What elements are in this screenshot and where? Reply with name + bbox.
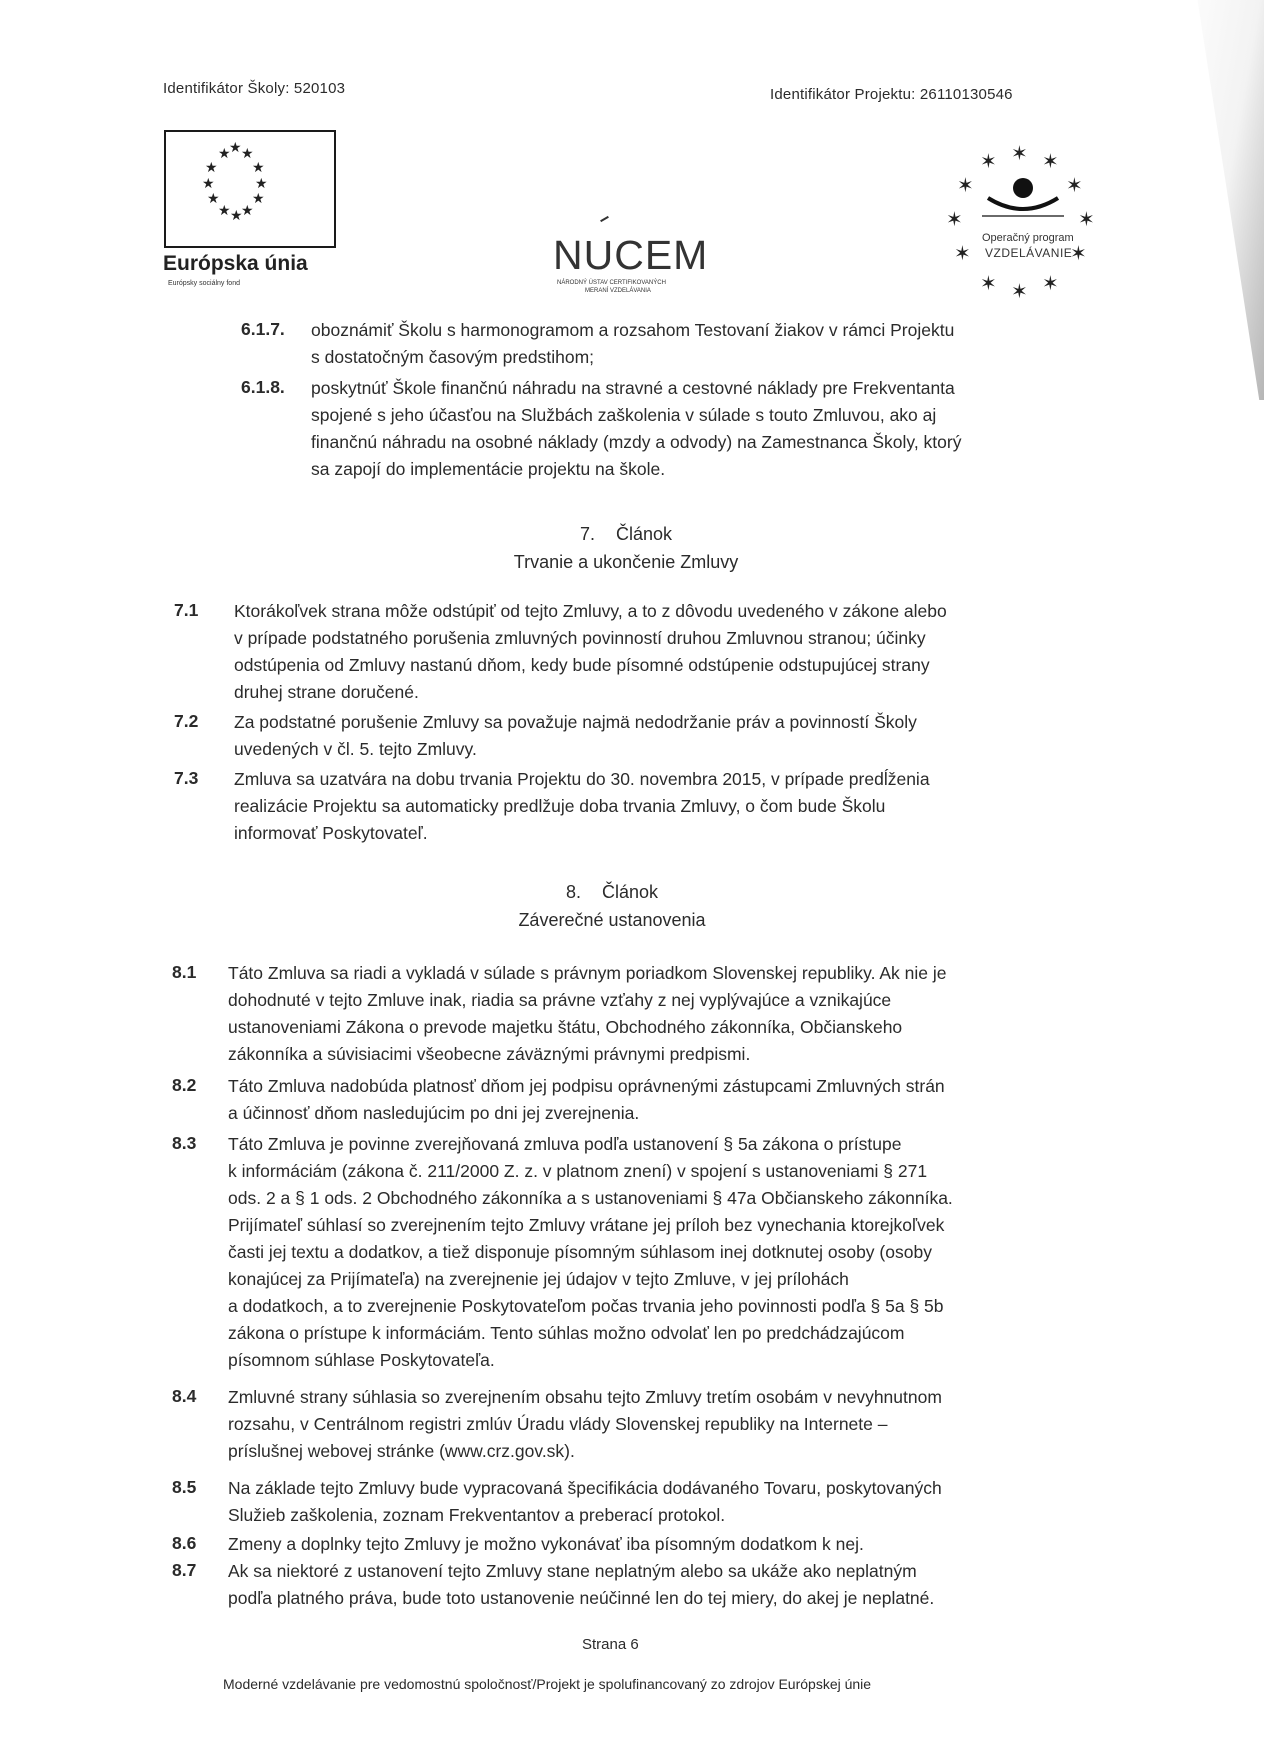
op-label-2: VZDELÁVANIE bbox=[985, 246, 1073, 260]
item-line: Zmluva sa uzatvára na dobu trvania Projektu do 30. novembra 2015, v prípade predĺženia bbox=[234, 769, 930, 789]
item-line: rozsahu, v Centrálnom registri zmlúv Úradu vlády Slovenskej republiky na Internete – bbox=[228, 1414, 888, 1434]
item-line: poskytnúť Škole finančnú náhradu na stravné a cestovné náklady pre Frekventanta bbox=[311, 378, 955, 398]
eu-stars-icon bbox=[166, 132, 336, 248]
item-line: finančnú náhradu na osobné náklady (mzdy a odvody) na Zamestnanca Školy, ktorý bbox=[311, 432, 962, 452]
item-line: oboznámiť Školu s harmonogramom a rozsahom Testovaní žiakov v rámci Projektu bbox=[311, 320, 955, 340]
svg-text:✶: ✶ bbox=[1078, 207, 1095, 231]
svg-text:✶: ✶ bbox=[1011, 141, 1028, 165]
item-line: dohodnuté v tejto Zmluve inak, riadia sa právne vzťahy z nej vyplývajúce a vznikajúce bbox=[228, 990, 892, 1010]
item-line: časti jej textu a dodatkov, a tiež disponuje písomným súhlasom inej dotknutej osoby (osoby bbox=[228, 1242, 932, 1262]
item-line: Zmeny a doplnky tejto Zmluvy je možno vykonávať iba písomným dodatkom k nej. bbox=[228, 1534, 864, 1554]
item-line: ustanoveniami Zákona o prevode majetku štátu, Obchodného zákonníka, Občianskeho bbox=[228, 1017, 903, 1037]
item-line: odstúpenia od Zmluvy nastanú dňom, kedy bude písomné odstúpenie odstupujúcej strany bbox=[234, 655, 930, 675]
article-7-heading bbox=[426, 524, 826, 545]
svg-text:✶: ✶ bbox=[1011, 279, 1028, 303]
svg-text:★: ★ bbox=[252, 191, 265, 207]
item-line: informovať Poskytovateľ. bbox=[234, 823, 428, 843]
svg-text:★: ★ bbox=[229, 140, 242, 156]
item-number: 8.5 bbox=[172, 1477, 197, 1497]
svg-text:✶: ✶ bbox=[954, 241, 971, 265]
item-line: ods. 2 a § 1 ods. 2 Obchodného zákonníka a s ustanoveniami § 47a Občianskeho zákonníka. bbox=[228, 1188, 953, 1208]
op-vzdelavanie-logo bbox=[936, 140, 1108, 308]
svg-text:★: ★ bbox=[207, 191, 220, 207]
article-number: 7. bbox=[579, 524, 595, 544]
item-line: s dostatočným časovým predstihom; bbox=[311, 347, 595, 367]
scan-edge-shadow bbox=[1169, 0, 1264, 400]
item-line: Za podstatné porušenie Zmluvy sa považuje najmä nedodržanie práv a povinností Školy bbox=[234, 712, 917, 732]
svg-text:✶: ✶ bbox=[946, 207, 963, 231]
item-line: k informáciám (zákona č. 211/2000 Z. z. v platnom znení) v spojení s ustanoveniami § 271 bbox=[228, 1161, 928, 1181]
article-8-title: Záverečné ustanovenia bbox=[518, 910, 706, 930]
nucem-accent-mark bbox=[600, 216, 609, 222]
article-7-title: Trvanie a ukončenie Zmluvy bbox=[513, 552, 739, 572]
item-line: v prípade podstatného porušenia zmluvných povinností druhou Zmluvnou stranou; účinky bbox=[234, 628, 926, 648]
item-line: Ak sa niektoré z ustanovení tejto Zmluvy stane neplatným alebo sa ukáže ako neplatným bbox=[228, 1561, 917, 1581]
item-number: 8.4 bbox=[172, 1386, 197, 1406]
item-line: uvedených v čl. 5. tejto Zmluvy. bbox=[234, 739, 477, 759]
school-identifier: Identifikátor Školy: 520103 bbox=[163, 80, 346, 97]
article-label: Článok bbox=[602, 882, 659, 902]
svg-text:★: ★ bbox=[202, 176, 215, 192]
item-line: zákona o prístupe k informáciám. Tento súhlas možno odvolať len po predchádzajúcom bbox=[228, 1323, 905, 1343]
svg-text:★: ★ bbox=[230, 208, 243, 224]
item-line: Služieb zaškolenia, zoznam Frekventantov a preberací protokol. bbox=[228, 1505, 726, 1525]
nucem-subtitle-2: MERANÍ VZDELÁVANIA bbox=[585, 288, 651, 294]
article-number: 8. bbox=[565, 882, 581, 902]
item-line: a účinnosť dňom nasledujúcim po dni jej zverejnenia. bbox=[228, 1103, 640, 1123]
article-label: Článok bbox=[616, 524, 673, 544]
item-line: Zmluvné strany súhlasia so zverejnením obsahu tejto Zmluvy tretím osobám v nevyhnutnom bbox=[228, 1387, 942, 1407]
item-line: podľa platného práva, bude toto ustanovenie neúčinné len do tej miery, do akej je neplatné. bbox=[228, 1588, 935, 1608]
item-line: realizácie Projektu sa automaticky predlžuje doba trvania Zmluvy, o čom bude Školu bbox=[234, 796, 886, 816]
item-line: Ktorákoľvek strana môže odstúpiť od tejto Zmluvy, a to z dôvodu uvedeného v zákone alebo bbox=[234, 601, 947, 621]
item-line: príslušnej webovej stránke (www.crz.gov.sk). bbox=[228, 1441, 575, 1461]
svg-text:★: ★ bbox=[255, 176, 268, 192]
item-number: 7.1 bbox=[174, 600, 199, 620]
eu-subtitle: Európsky sociálny fond bbox=[168, 280, 240, 287]
footer-note: Moderné vzdelávanie pre vedomostnú spoločnosť/Projekt je spolufinancovaný zo zdrojov Európskej únie bbox=[223, 1676, 872, 1692]
item-number: 8.2 bbox=[172, 1075, 197, 1095]
svg-text:★: ★ bbox=[252, 160, 265, 176]
item-number: 6.1.7. bbox=[241, 319, 285, 339]
op-label-1: Operačný program bbox=[982, 232, 1074, 244]
svg-text:★: ★ bbox=[205, 160, 218, 176]
svg-text:✶: ✶ bbox=[1042, 271, 1059, 295]
nucem-logo: NUCEM bbox=[553, 232, 709, 278]
svg-text:★: ★ bbox=[241, 203, 254, 219]
item-line: Táto Zmluva sa riadi a vykladá v súlade s právnym poriadkom Slovenskej republiky. Ak nie je bbox=[228, 963, 947, 983]
svg-text:✶: ✶ bbox=[1070, 241, 1087, 265]
nucem-subtitle-1: NÁRODNÝ ÚSTAV CERTIFIKOVANÝCH bbox=[557, 280, 666, 286]
item-line: zákonníka a súvisiacimi všeobecne záväznými právnymi predpismi. bbox=[228, 1044, 751, 1064]
svg-text:✶: ✶ bbox=[957, 173, 974, 197]
item-number: 7.3 bbox=[174, 768, 199, 788]
svg-text:★: ★ bbox=[218, 203, 231, 219]
item-line: druhej strane doručené. bbox=[234, 682, 419, 702]
item-line: Táto Zmluva je povinne zverejňovaná zmluva podľa ustanovení § 5a zákona o prístupe bbox=[228, 1134, 902, 1154]
svg-text:✶: ✶ bbox=[980, 149, 997, 173]
svg-text:✶: ✶ bbox=[980, 271, 997, 295]
item-number: 8.7 bbox=[172, 1560, 197, 1580]
item-line: písomnom súhlase Poskytovateľa. bbox=[228, 1350, 495, 1370]
item-line: konajúcej za Prijímateľa) na zverejnenie jej údajov v tejto Zmluve, v jej prílohách bbox=[228, 1269, 849, 1289]
item-line: a dodatkoch, a to zverejnenie Poskytovateľom počas trvania jeho povinnosti podľa § 5a § 5b bbox=[228, 1296, 944, 1316]
svg-text:★: ★ bbox=[218, 146, 231, 162]
page-number: Strana 6 bbox=[582, 1636, 639, 1653]
item-number: 8.1 bbox=[172, 962, 197, 982]
eu-flag-logo bbox=[164, 130, 336, 248]
item-line: Na základe tejto Zmluvy bude vypracovaná špecifikácia dodávaného Tovaru, poskytovaných bbox=[228, 1478, 942, 1498]
article-8-heading bbox=[412, 882, 812, 903]
item-line: Táto Zmluva nadobúda platnosť dňom jej podpisu oprávnenými zástupcami Zmluvných strán bbox=[228, 1076, 945, 1096]
svg-text:✶: ✶ bbox=[1042, 149, 1059, 173]
item-number: 8.6 bbox=[172, 1533, 197, 1553]
item-number: 8.3 bbox=[172, 1133, 197, 1153]
item-line: Prijímateľ súhlasí so zverejnením tejto Zmluvy vrátane jej príloh bez vynechania ktorejkoľvek bbox=[228, 1215, 945, 1235]
item-line: spojené s jeho účasťou na Službách zaškolenia v súlade s touto Zmluvou, ako aj bbox=[311, 405, 937, 425]
item-number: 6.1.8. bbox=[241, 377, 285, 397]
svg-text:✶: ✶ bbox=[1066, 173, 1083, 197]
eu-title: Európska únia bbox=[163, 252, 308, 275]
item-line: sa zapojí do implementácie projektu na škole. bbox=[311, 459, 666, 479]
project-identifier: Identifikátor Projektu: 26110130546 bbox=[770, 86, 1013, 103]
item-number: 7.2 bbox=[174, 711, 199, 731]
svg-text:★: ★ bbox=[241, 146, 254, 162]
